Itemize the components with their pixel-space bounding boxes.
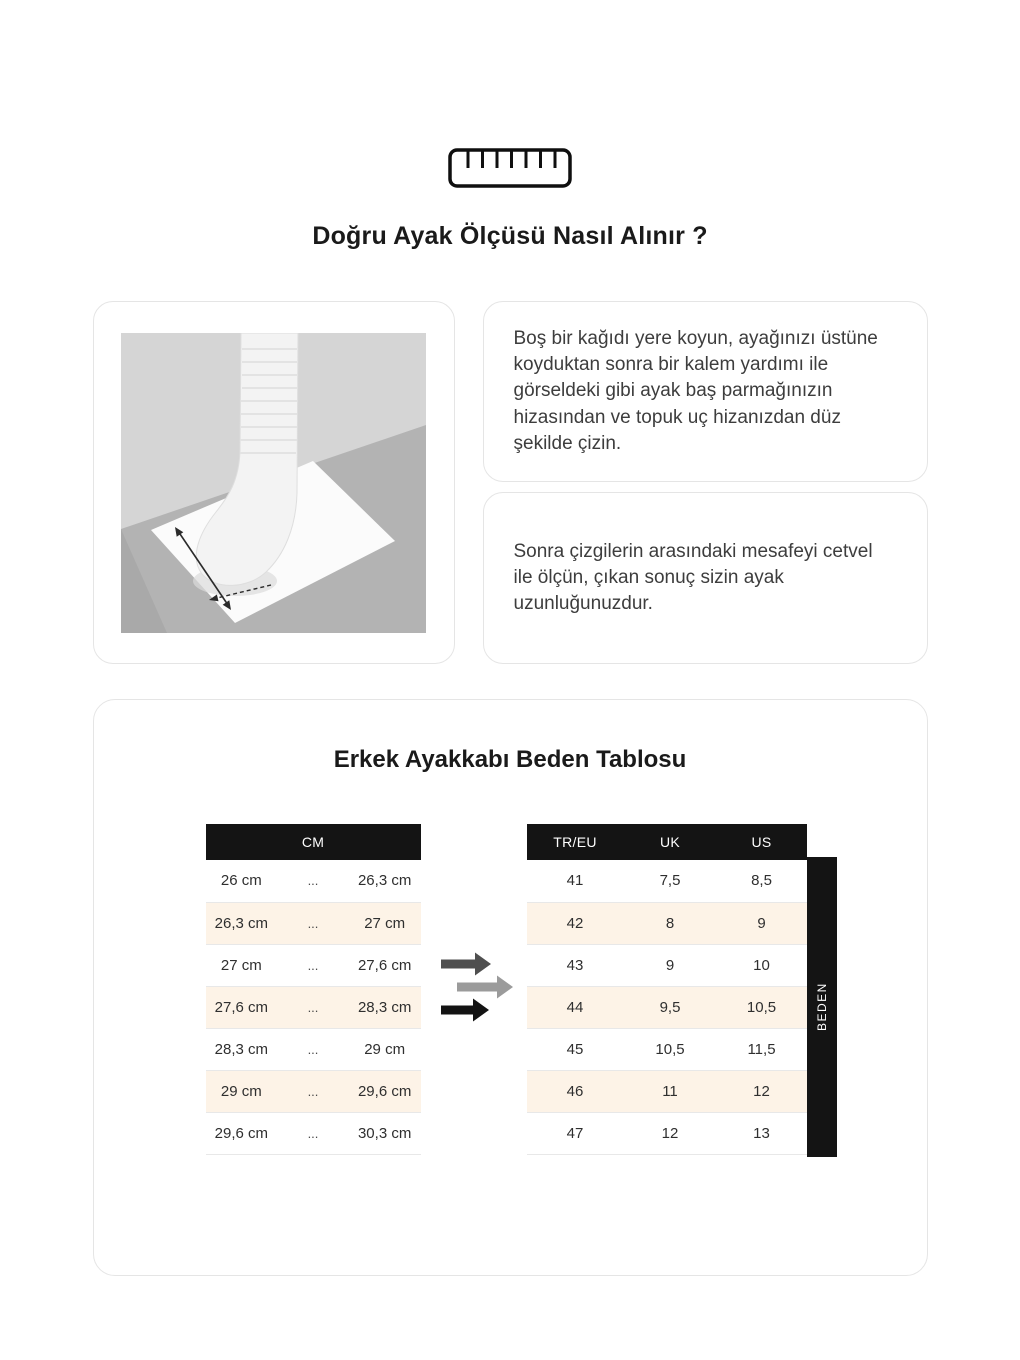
table-cell: 9,5 — [659, 998, 681, 1016]
table-cell: 26,3 cm — [357, 872, 412, 890]
table-cell: 44 — [566, 998, 584, 1016]
table-cell: 29 cm — [220, 1082, 262, 1100]
foot-measurement-illustration — [121, 333, 426, 633]
table-cell: 26 cm — [220, 872, 262, 890]
table-cell: ... — [307, 873, 319, 889]
table-row — [206, 986, 421, 1028]
table-cell: 45 — [566, 1040, 584, 1058]
table-cell: 8 — [665, 914, 675, 932]
size-table-header-treu: TR/EU — [527, 824, 624, 860]
double-arrow-icon — [439, 952, 519, 1022]
table-cell: 26,3 cm — [214, 914, 268, 932]
instruction-text-2: Sonra çizgilerin arasındaki mesafeyi cetvel ile ölçün, çıkan sonuç sizin ayak uzunluğunuzdur. — [513, 540, 873, 615]
size-table-header-row — [527, 824, 807, 860]
size-table-header-uk: UK — [624, 824, 717, 860]
table-cell: 27 cm — [364, 914, 406, 932]
table-cell: 28,3 cm — [214, 1040, 268, 1058]
table-cell: 9 — [665, 956, 675, 974]
table-row — [527, 944, 807, 986]
table-cell: 27,6 cm — [357, 956, 412, 974]
table-row — [527, 986, 807, 1028]
size-chart-title: Erkek Ayakkabı Beden Tablosu — [333, 746, 687, 773]
instruction-card-measure — [483, 492, 928, 664]
instruction-cards — [483, 301, 928, 664]
cm-table — [206, 824, 421, 1155]
table-cell: 43 — [566, 956, 584, 974]
table-cell: 28,3 cm — [357, 998, 412, 1016]
table-row — [206, 1070, 421, 1112]
table-cell: 9 — [757, 914, 766, 932]
table-cell: 29,6 cm — [214, 1124, 268, 1142]
table-row — [527, 902, 807, 944]
size-conversion-table — [527, 824, 807, 1155]
table-row — [527, 1112, 807, 1154]
table-row — [527, 1028, 807, 1070]
table-cell: 29 cm — [364, 1040, 406, 1058]
page-title: Doğru Ayak Ölçüsü Nasıl Alınır ? — [312, 222, 708, 250]
table-cell: ... — [307, 1125, 319, 1141]
table-cell: 12 — [753, 1082, 770, 1100]
beden-side-label-text: BEDEN — [814, 982, 829, 1032]
table-cell: ... — [307, 1041, 319, 1057]
table-cell: ... — [307, 999, 319, 1015]
table-row — [206, 902, 421, 944]
ruler-icon-wrap — [0, 148, 1020, 188]
table-cell: 11,5 — [747, 1040, 776, 1058]
table-cell: 12 — [661, 1124, 679, 1142]
table-row — [527, 1070, 807, 1112]
size-chart-card — [93, 699, 928, 1276]
how-to-measure-section — [93, 301, 928, 664]
table-cell: 27,6 cm — [214, 998, 268, 1016]
table-cell: 41 — [566, 872, 584, 890]
table-row — [527, 860, 807, 902]
cm-table-header-row — [206, 824, 421, 860]
table-row — [206, 1112, 421, 1154]
table-row — [206, 944, 421, 986]
table-cell: 10 — [753, 956, 770, 974]
foot-measure-image-card — [93, 301, 455, 664]
table-cell: 8,5 — [751, 872, 772, 890]
table-cell: 42 — [566, 914, 584, 932]
table-cell: 47 — [566, 1124, 584, 1142]
table-cell: 46 — [566, 1082, 584, 1100]
table-cell: 13 — [753, 1124, 770, 1142]
table-row — [206, 860, 421, 902]
size-tables — [94, 824, 927, 1157]
instruction-card-draw-line — [483, 301, 928, 482]
instruction-text-1: Boş bir kağıdı yere koyun, ayağınızı üstüne koyduktan sonra bir kalem yardımı ile görseldeki gibi ayak baş parmağınızın hizasından ve topuk uç hizanızdan düz şekilde çizin. — [513, 328, 878, 454]
table-cell: 10,5 — [746, 998, 777, 1016]
table-cell: ... — [307, 1083, 319, 1099]
table-cell: 11 — [662, 1082, 678, 1100]
cm-table-header: CM — [206, 824, 421, 860]
table-cell: ... — [307, 957, 319, 973]
table-cell: 7,5 — [659, 872, 681, 890]
beden-side-label — [807, 857, 837, 1157]
size-table-header-us: US — [717, 824, 807, 860]
table-cell: 29,6 cm — [357, 1082, 412, 1100]
ruler-icon — [448, 148, 572, 188]
conversion-arrows — [439, 952, 519, 1027]
table-cell: 30,3 cm — [357, 1124, 412, 1142]
table-cell: 27 cm — [220, 956, 262, 974]
table-cell: ... — [307, 915, 319, 931]
size-table-wrap — [527, 824, 837, 1157]
table-cell: 10,5 — [655, 1040, 685, 1058]
table-row — [206, 1028, 421, 1070]
